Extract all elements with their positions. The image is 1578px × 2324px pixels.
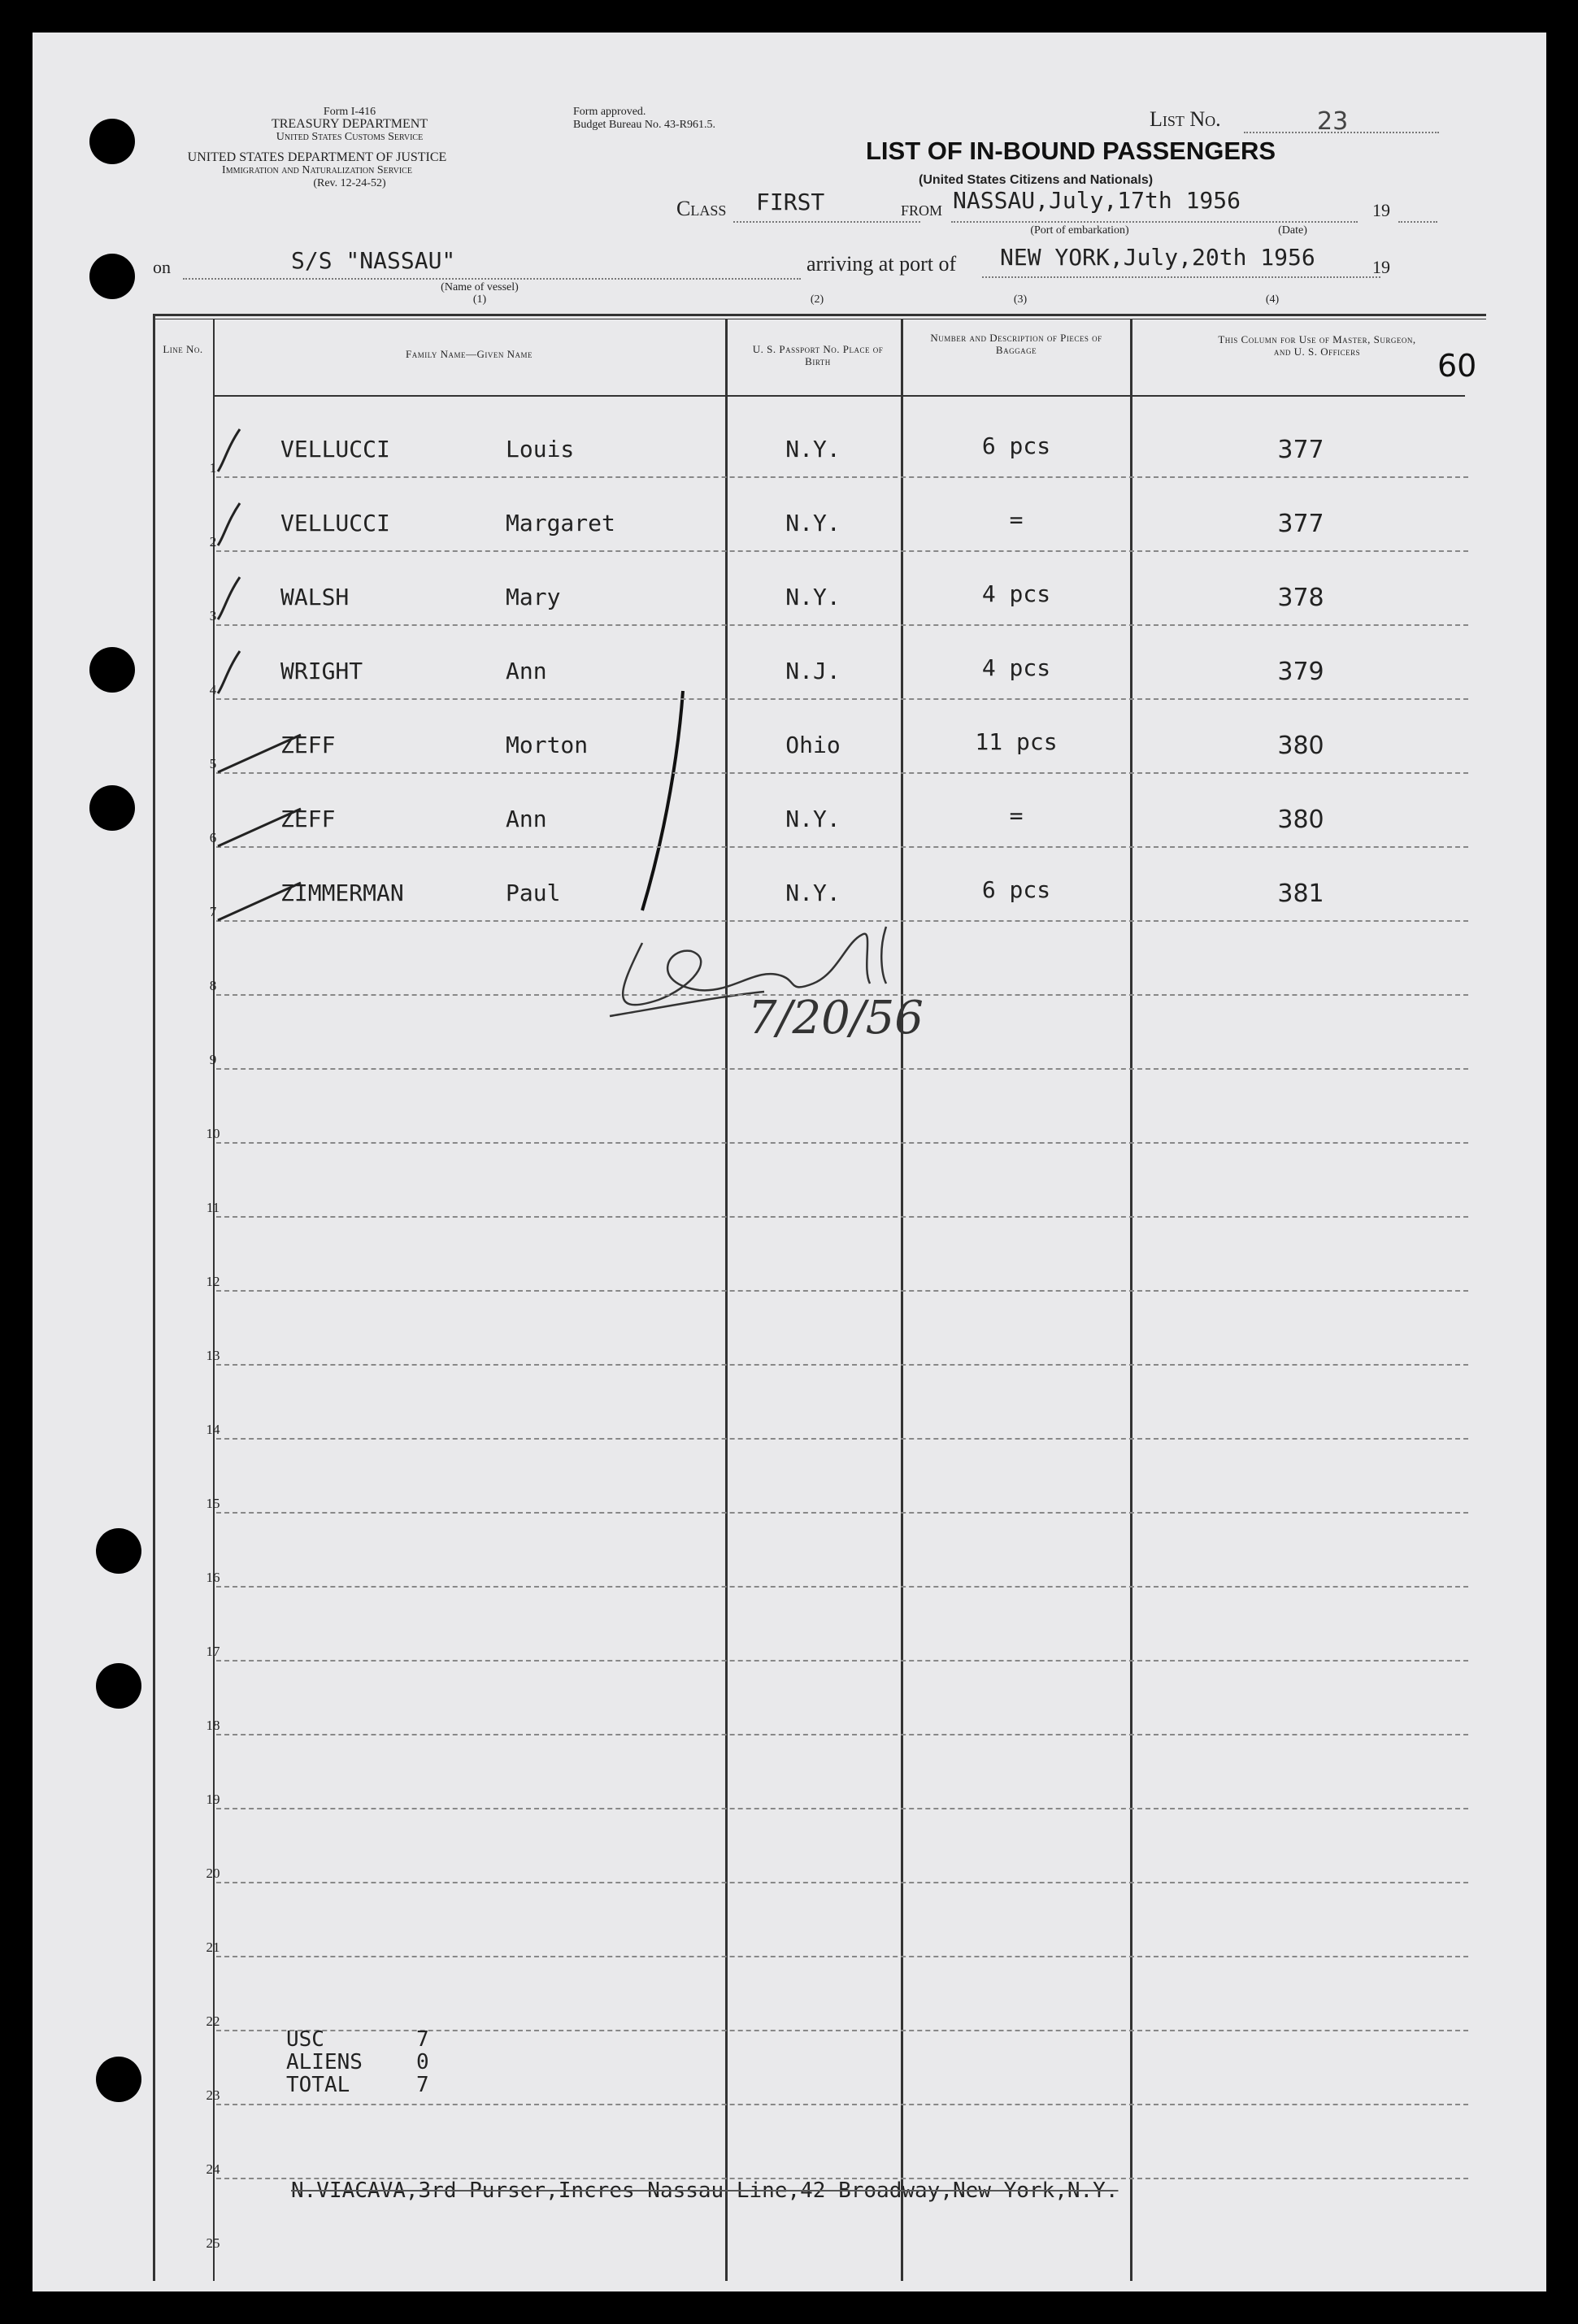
officer-number: 380 bbox=[1277, 806, 1324, 834]
family-name: ZIMMERMAN bbox=[280, 880, 404, 906]
row-divider bbox=[216, 920, 1468, 922]
justice-label: UNITED STATES DEPARTMENT OF JUSTICE bbox=[187, 150, 447, 164]
place-of-birth: N.Y. bbox=[785, 436, 841, 463]
place-of-birth: Ohio bbox=[785, 732, 841, 758]
row-line-number: 12 bbox=[206, 1274, 220, 1289]
row-divider bbox=[216, 772, 1468, 774]
treasury-label: TREASURY DEPARTMENT bbox=[271, 117, 428, 131]
row-line-number: 7 bbox=[209, 904, 217, 919]
total-value: 7 bbox=[416, 2073, 429, 2097]
row-line-number: 8 bbox=[209, 978, 217, 993]
customs-label: United States Customs Service bbox=[276, 131, 424, 143]
approved-label: Form approved. bbox=[573, 106, 646, 118]
page-subtitle: (United States Citizens and Nationals) bbox=[919, 173, 1154, 187]
row-line-number: 14 bbox=[206, 1422, 220, 1437]
from-label: from bbox=[901, 197, 943, 220]
officer-number: 379 bbox=[1277, 658, 1324, 686]
port-embark-caption: (Port of embarkation) bbox=[1030, 224, 1129, 237]
given-name: Louis bbox=[506, 436, 575, 463]
vessel-name: S/S "NASSAU" bbox=[291, 247, 456, 274]
baggage: = bbox=[1009, 802, 1024, 829]
officer-number: 377 bbox=[1277, 436, 1324, 464]
on-label: on bbox=[153, 257, 171, 277]
family-name: WALSH bbox=[280, 584, 350, 610]
baggage: 6 pcs bbox=[981, 876, 1051, 903]
given-name: Margaret bbox=[506, 510, 615, 536]
officer-number: 377 bbox=[1277, 510, 1324, 538]
check-mark bbox=[179, 571, 309, 636]
row-divider bbox=[216, 1808, 1468, 1809]
baggage: 4 pcs bbox=[981, 580, 1051, 607]
punch-hole bbox=[96, 1528, 141, 1574]
baggage-col-divider bbox=[1130, 319, 1132, 2281]
baggage: 6 pcs bbox=[981, 432, 1051, 459]
row-divider bbox=[216, 476, 1468, 478]
row-divider bbox=[216, 1364, 1468, 1366]
place-of-birth: N.Y. bbox=[785, 880, 841, 906]
row-line-number: 20 bbox=[206, 1866, 220, 1881]
baggage: 4 pcs bbox=[981, 654, 1051, 681]
class-value: FIRST bbox=[756, 189, 825, 215]
baggage: = bbox=[1009, 506, 1024, 533]
document-page bbox=[33, 33, 1546, 2291]
purser-line: N.VIACAVA,3rd Purser,Incres Nassau Line,42 Broadway,New York,N.Y. bbox=[291, 2178, 1119, 2203]
family-name: WRIGHT bbox=[280, 658, 363, 684]
row-line-number: 16 bbox=[206, 1570, 220, 1585]
row-line-number: 17 bbox=[206, 1644, 220, 1659]
row-line-number: 25 bbox=[206, 2235, 220, 2251]
year-label: 19 bbox=[1372, 200, 1390, 220]
place-of-birth: N.Y. bbox=[785, 806, 841, 832]
row-line-number: 22 bbox=[206, 2013, 220, 2029]
place-of-birth: N.J. bbox=[785, 658, 841, 684]
check-mark bbox=[179, 793, 309, 858]
row-divider bbox=[216, 846, 1468, 848]
row-line-number: 15 bbox=[206, 1496, 220, 1511]
given-name: Paul bbox=[506, 880, 561, 906]
family-name: ZEFF bbox=[280, 806, 336, 832]
class-label: Class bbox=[676, 197, 727, 220]
total-label: USC bbox=[286, 2027, 324, 2052]
check-mark bbox=[179, 497, 309, 562]
punch-hole bbox=[96, 1663, 141, 1709]
row-divider bbox=[216, 1142, 1468, 1144]
date-caption: (Date) bbox=[1278, 224, 1307, 237]
row-line-number: 1 bbox=[209, 460, 217, 476]
row-divider bbox=[216, 1734, 1468, 1735]
officer-number: 378 bbox=[1277, 584, 1324, 612]
arriving-value: NEW YORK,July,20th 1956 bbox=[1000, 244, 1315, 271]
vessel-caption: (Name of vessel) bbox=[441, 281, 519, 293]
row-divider bbox=[216, 1290, 1468, 1292]
signature-date: 7/20/56 bbox=[748, 992, 924, 1045]
family-name: VELLUCCI bbox=[280, 510, 390, 536]
punch-hole bbox=[89, 785, 135, 831]
punch-hole bbox=[96, 2057, 141, 2102]
row-line-number: 10 bbox=[206, 1126, 220, 1141]
row-divider bbox=[216, 994, 1468, 996]
row-line-number: 9 bbox=[209, 1052, 217, 1067]
given-name: Mary bbox=[506, 584, 561, 610]
table-left-border bbox=[153, 314, 155, 2281]
from-value: NASSAU,July,17th 1956 bbox=[953, 187, 1241, 214]
row-line-number: 24 bbox=[206, 2161, 220, 2177]
total-value: 0 bbox=[416, 2050, 429, 2074]
total-label: TOTAL bbox=[286, 2073, 350, 2097]
check-mark bbox=[179, 719, 309, 784]
family-name: ZEFF bbox=[280, 732, 336, 758]
row-line-number: 23 bbox=[206, 2087, 220, 2103]
row-divider bbox=[216, 698, 1468, 700]
row-divider bbox=[216, 1512, 1468, 1514]
vessel-line bbox=[183, 278, 801, 280]
row-divider bbox=[216, 1660, 1468, 1662]
bracket-mark bbox=[634, 683, 699, 927]
given-name: Ann bbox=[506, 658, 547, 684]
check-mark bbox=[179, 423, 309, 488]
ins-label: Immigration and Naturalization Service bbox=[222, 164, 412, 176]
from-line bbox=[951, 221, 1358, 223]
row-line-number: 13 bbox=[206, 1348, 220, 1363]
family-name: VELLUCCI bbox=[280, 436, 390, 463]
class-line bbox=[733, 221, 920, 223]
row-line-number: 5 bbox=[209, 756, 217, 771]
officer-number: 380 bbox=[1277, 732, 1324, 760]
name-col-divider bbox=[725, 319, 728, 2281]
form-number: Form I-416 bbox=[323, 106, 376, 118]
rev-label: (Rev. 12-24-52) bbox=[313, 177, 386, 189]
row-line-number: 18 bbox=[206, 1718, 220, 1733]
check-mark bbox=[179, 645, 309, 710]
row-divider bbox=[216, 2104, 1468, 2105]
header-line-no: Line No. bbox=[163, 343, 203, 355]
list-no-value: 23 bbox=[1317, 107, 1349, 136]
row-divider bbox=[216, 2178, 1468, 2179]
row-line-number: 21 bbox=[206, 1940, 220, 1955]
total-label: ALIENS bbox=[286, 2050, 363, 2074]
row-divider bbox=[216, 1956, 1468, 1957]
row-divider bbox=[216, 1586, 1468, 1588]
arriving-line bbox=[982, 276, 1380, 278]
punch-hole bbox=[89, 254, 135, 299]
place-of-birth: N.Y. bbox=[785, 510, 841, 536]
row-line-number: 3 bbox=[209, 608, 217, 623]
page-title: LIST OF IN-BOUND PASSENGERS bbox=[866, 137, 1276, 165]
header-bottom-rule bbox=[213, 395, 1465, 397]
col2-num: (2) bbox=[810, 293, 824, 306]
officer-number: 381 bbox=[1277, 880, 1324, 908]
col4-num: (4) bbox=[1265, 293, 1280, 306]
given-name: Morton bbox=[506, 732, 589, 758]
passport-col-divider bbox=[901, 319, 903, 2281]
header-name: Family Name—Given Name bbox=[406, 348, 533, 360]
row-divider bbox=[216, 1068, 1468, 1070]
total-value: 7 bbox=[416, 2027, 429, 2052]
punch-hole bbox=[89, 647, 135, 693]
row-divider bbox=[216, 1216, 1468, 1218]
year-line bbox=[1398, 221, 1437, 223]
header-baggage: Number and Description of Pieces of Baggage bbox=[930, 332, 1102, 356]
row-divider bbox=[216, 550, 1468, 552]
list-no-label: List No. bbox=[1150, 107, 1221, 131]
stamp-number: 60 bbox=[1437, 348, 1477, 384]
row-line-number: 2 bbox=[209, 534, 217, 550]
vessel-col-num: (1) bbox=[472, 293, 487, 306]
row-divider bbox=[216, 1438, 1468, 1440]
row-line-number: 6 bbox=[209, 830, 217, 845]
check-mark bbox=[179, 867, 309, 932]
row-line-number: 11 bbox=[206, 1200, 220, 1215]
given-name: Ann bbox=[506, 806, 547, 832]
header-officers: This Column for Use of Master, Surgeon, and U. S. Officers bbox=[1218, 333, 1416, 358]
col3-num: (3) bbox=[1013, 293, 1028, 306]
row-divider bbox=[216, 2030, 1468, 2031]
place-of-birth: N.Y. bbox=[785, 584, 841, 610]
table-top-rule bbox=[153, 314, 1486, 316]
header-passport: U. S. Passport No. Place of Birth bbox=[752, 343, 884, 367]
row-line-number: 19 bbox=[206, 1792, 220, 1807]
arriving-label: arriving at port of bbox=[806, 252, 957, 276]
budget-label: Budget Bureau No. 43-R961.5. bbox=[573, 119, 715, 131]
baggage: 11 pcs bbox=[975, 728, 1058, 755]
year-label-2: 19 bbox=[1372, 257, 1390, 277]
row-line-number: 4 bbox=[209, 682, 217, 697]
punch-hole bbox=[89, 119, 135, 164]
row-divider bbox=[216, 624, 1468, 626]
row-divider bbox=[216, 1882, 1468, 1883]
